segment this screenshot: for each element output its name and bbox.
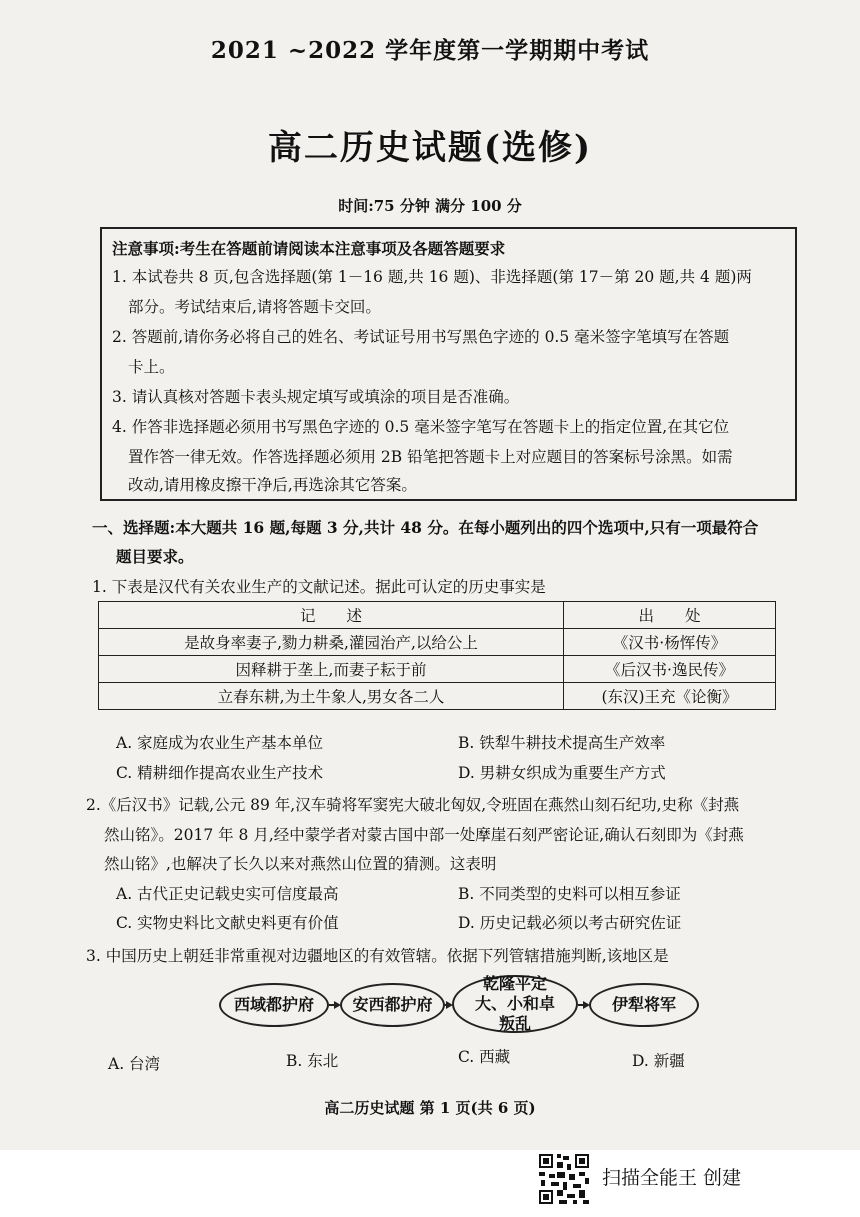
section-heading: 一、选择题:本大题共 16 题,每题 3 分,共计 48 分。在每小题列出的四个选项中,只有一项最符合: [92, 518, 759, 537]
notice-line: 1. 本试卷共 8 页,包含选择题(第 1－16 题,共 16 题)、非选择题(第 17－第 20 题,共 4 题)两: [112, 268, 752, 286]
q1-option-d: D. 男耕女织成为重要生产方式: [458, 764, 666, 782]
notice-heading: 注意事项:考生在答题前请阅读本注意事项及各题答题要求: [112, 239, 506, 258]
table-cell: 《后汉书·逸民传》: [564, 656, 776, 683]
flow-node: 西域都护府: [219, 983, 329, 1027]
notice-line: 卡上。: [128, 358, 175, 376]
page-footer: 高二历史试题 第 1 页(共 6 页): [324, 1099, 536, 1117]
time-info: 时间:75 分钟 满分 100 分: [338, 197, 522, 215]
table-header: 记 述: [99, 602, 564, 629]
q3-option-a: A. 台湾: [108, 1055, 161, 1073]
notice-line: 部分。考试结束后,请将答题卡交回。: [128, 298, 381, 316]
q3-option-d: D. 新疆: [632, 1052, 685, 1070]
flow-node: 乾隆平定大、小和卓叛乱: [452, 975, 578, 1033]
table-cell: 因释耕于垄上,而妻子耘于前: [99, 656, 564, 683]
notice-line: 置作答一律无效。作答选择题必须用 2B 铅笔把答题卡上对应题目的答案标号涂黑。如需: [128, 448, 733, 466]
question-1-stem: 1. 下表是汉代有关农业生产的文献记述。据此可认定的历史事实是: [92, 578, 546, 596]
table-cell: (东汉)王充《论衡》: [564, 683, 776, 710]
table-header-row: [99, 602, 776, 629]
flow-node: 安西都护府: [340, 983, 445, 1027]
table-row: [99, 629, 776, 656]
q1-option-b: B. 铁犁牛耕技术提高生产效率: [458, 734, 666, 752]
table-cell: 是故身率妻子,勠力耕桑,灌园治产,以给公上: [99, 629, 564, 656]
q2-option-a: A. 古代正史记载史实可信度最高: [116, 885, 339, 903]
question-2-line: 2.《后汉书》记载,公元 89 年,汉车骑将军窦宪大破北匈奴,令班固在燕然山刻石纪功,史称《封燕: [86, 796, 740, 814]
notice-line: 改动,请用橡皮擦干净后,再选涂其它答案。: [128, 476, 417, 494]
scanner-watermark: 扫描全能王 创建: [602, 1167, 742, 1189]
table-row: [99, 683, 776, 710]
q3-option-b: B. 东北: [286, 1052, 339, 1070]
flow-node: 伊犁将军: [589, 983, 699, 1027]
table-cell: 《汉书·杨恽传》: [564, 629, 776, 656]
q3-option-c: C. 西藏: [458, 1048, 511, 1066]
q1-option-c: C. 精耕细作提高农业生产技术: [116, 764, 324, 782]
question-2-line: 然山铭》,也解决了长久以来对燕然山位置的猜测。这表明: [104, 855, 497, 873]
q2-option-d: D. 历史记载必须以考古研究佐证: [458, 914, 682, 932]
table-cell: 立春东耕,为土牛象人,男女各二人: [99, 683, 564, 710]
q2-option-b: B. 不同类型的史料可以相互参证: [458, 885, 681, 903]
q1-option-a: A. 家庭成为农业生产基本单位: [116, 734, 324, 752]
notice-line: 3. 请认真核对答题卡表头规定填写或填涂的项目是否准确。: [112, 388, 520, 406]
table-row: [99, 656, 776, 683]
section-heading-cont: 题目要求。: [116, 547, 194, 566]
question-1-table: [98, 601, 776, 710]
q2-option-c: C. 实物史料比文献史料更有价值: [116, 914, 339, 932]
notice-line: 2. 答题前,请你务必将自己的姓名、考试证号用书写黑色字迹的 0.5 毫米签字笔填写在答题: [112, 328, 730, 346]
question-2-line: 然山铭》。2017 年 8 月,经中蒙学者对蒙古国中部一处摩崖石刻严密论证,确认石刻即为《封燕: [104, 826, 744, 844]
notice-line: 4. 作答非选择题必须用书写黑色字迹的 0.5 毫米签字笔写在答题卡上的指定位置,在其它位: [112, 418, 730, 436]
exam-title: 2021 ~2022 学年度第一学期期中考试: [210, 37, 650, 64]
table-header: 出 处: [564, 602, 776, 629]
question-3-stem: 3. 中国历史上朝廷非常重视对边疆地区的有效管辖。依据下列管辖措施判断,该地区是: [86, 947, 669, 965]
qr-code-icon: [537, 1152, 591, 1206]
main-title: 高二历史试题(选修): [267, 128, 593, 168]
notice-box: [100, 227, 797, 501]
